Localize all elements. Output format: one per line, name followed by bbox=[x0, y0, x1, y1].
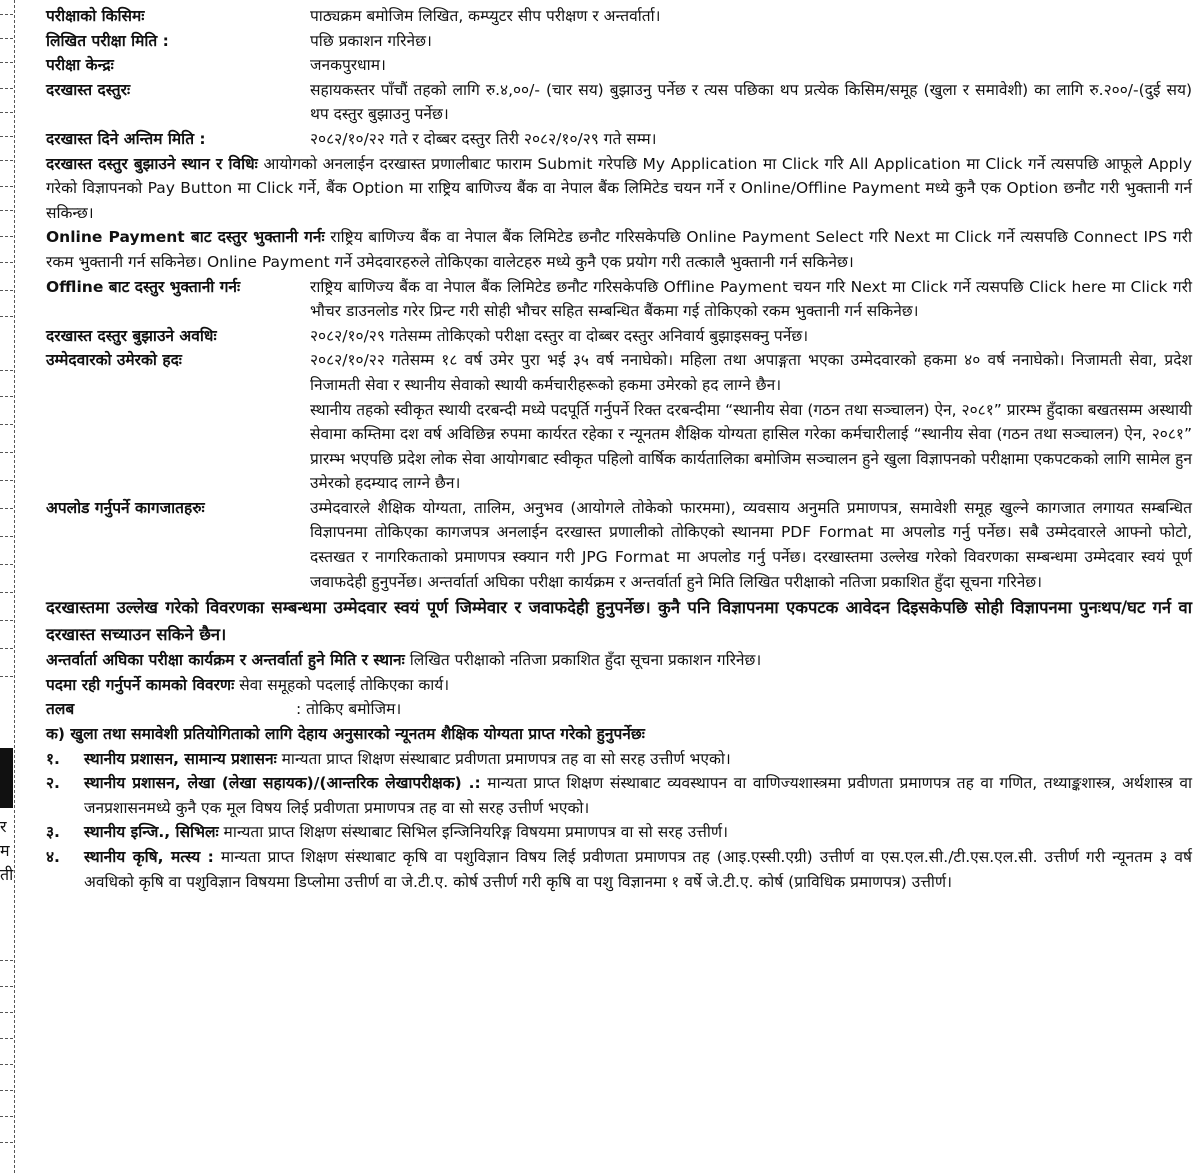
fee-method-paragraph bbox=[46, 152, 1192, 226]
item-text bbox=[84, 771, 1192, 820]
item-body: मान्यता प्राप्त शिक्षण संस्थाबाट कृषि वा पशुविज्ञान विषय लिई प्रवीणता प्रमाणपत्र तह (आइ.एस्सी.एग्री) उत्तीर्ण वा एस.एल.सी./टी.एस.एल.सी. उत्तीर्ण गरी न्यूनतम ३ वर्ष अवधिको कृषि वा पशुविज्ञान विषयमा डिप्लोमा उत्तीर्ण वा जे.टी.ए. कोर्ष उत्तीर्ण गरी कृषि वा पशु विज्ञानमा १ वर्षे जे.टी.ए. कोर्ष (प्राविधिक प्रमाणपत्र) उत्तीर्ण। bbox=[84, 848, 1193, 891]
strip-line bbox=[0, 452, 13, 453]
strip-line bbox=[0, 38, 13, 39]
interview-label: अन्तर्वार्ता अघिका परीक्षा कार्यक्रम र अन्तर्वार्ता हुने मिति र स्थानः bbox=[46, 651, 405, 670]
item-label: स्थानीय प्रशासन, लेखा (लेखा सहायक)/(आन्तरिक लेखापरीक्षक) .: bbox=[84, 774, 481, 793]
item-text bbox=[84, 820, 1192, 845]
row-label: दरखास्त दस्तुर बुझाउने अवधिः bbox=[46, 326, 217, 345]
strip-line bbox=[0, 536, 13, 537]
strip-line bbox=[0, 1090, 13, 1091]
strip-char: म bbox=[0, 841, 10, 860]
strip-line bbox=[0, 370, 13, 371]
strip-line bbox=[0, 160, 13, 161]
row-value: राष्ट्रिय बाणिज्य बैंक वा नेपाल बैंक लिमिटेड छनौट गरिसकेपछि Offline Payment चयन गरि Next मा Click गर्ने त्यसपछि Click here मा Click गरी भौचर डाउनलोड गरेर प्रिन्ट गरी सोही भौचर सहित सम्बन्धित बैंकमा गई तोकिएको रकम भुक्तानी गर्न सकिनेछ। bbox=[310, 277, 1192, 321]
notice-document bbox=[46, 4, 1192, 894]
strip-line bbox=[0, 1142, 13, 1143]
interview-paragraph bbox=[46, 648, 1192, 673]
qualification-item bbox=[46, 820, 1192, 845]
item-text bbox=[84, 747, 1192, 772]
row-value: पाठ्यक्रम बमोजिम लिखित, कम्प्युटर सीप परीक्षण र अन्तर्वार्ता। bbox=[310, 7, 661, 25]
qualification-heading: क) खुला तथा समावेशी प्रतियोगिताको लागि देहाय अनुसारको न्यूनतम शैक्षिक योग्यता प्राप्त गरेको हुनुपर्नेछः bbox=[46, 725, 645, 744]
item-number: ४. bbox=[46, 848, 60, 866]
qualification-item bbox=[46, 845, 1192, 894]
row-label: उम्मेदवारको उमेरको हदः bbox=[46, 351, 182, 370]
age-limit-text-1: २०८२/१०/२२ गतेसम्म १८ वर्ष उमेर पुरा भई ३५ वर्ष ननाघेको। महिला तथा अपाङ्गता भएका उम्मेदवारको हकमा ४० वर्ष ननाघेको। निजामती सेवा, प्रदेश निजामती सेवा र स्थानीय सेवाको स्थायी कर्मचारीहरूको हकमा उमेरको हद लाग्ने छैन। bbox=[310, 351, 1192, 394]
strip-line bbox=[0, 986, 13, 987]
item-body: मान्यता प्राप्त शिक्षण संस्थाबाट व्यवस्थापन वा वाणिज्यशास्त्रमा प्रवीणता प्रमाणपत्र तह वा गणित, तथ्याङ्कशास्त्र, अर्थशास्त्र वा जनप्रशासनमध्ये कुनै एक मूल विषय लिई प्रवीणता प्रमाणपत्र तह वा सो सरह उत्तीर्ण भएको। bbox=[84, 774, 1192, 817]
strip-line bbox=[0, 236, 13, 237]
exam-center-row bbox=[46, 53, 1192, 78]
strip-char: ती bbox=[0, 865, 14, 884]
item-label: स्थानीय इन्जि., सिभिलः bbox=[84, 823, 219, 842]
row-value: २०८२/१०/२२ गते र दोब्बर दस्तुर तिरी २०८२/१०/२९ गते सम्म। bbox=[310, 129, 657, 148]
strip-line bbox=[0, 508, 13, 509]
salary-row bbox=[46, 697, 1192, 722]
salary-text: : तोकिए बमोजिम। bbox=[296, 700, 402, 719]
strip-line bbox=[0, 14, 13, 15]
item-number: १. bbox=[46, 749, 60, 768]
strip-line bbox=[0, 424, 13, 425]
strip-line bbox=[0, 1064, 13, 1065]
fee-method-text: आयोगको अनलाईन दरखास्त प्रणालीबाट फाराम Submit गरेपछि My Application मा Click गरि All Application मा Click गर्ने त्यसपछि आफूले Apply गरेको विज्ञापनको Pay Button मा Click गर्ने, बैंक Option मा राष्ट्रिय बाणिज्य बैंक वा नेपाल बैंक लिमिटेड चयन गर्ने र Online/Offline Payment मध्ये कुनै एक Option छनौट गरी भुक्तानी गर्न सकिन्छ। bbox=[46, 154, 1192, 222]
adjacent-page-edge bbox=[0, 0, 15, 1173]
strip-line bbox=[0, 592, 13, 593]
written-exam-date-row bbox=[46, 29, 1192, 54]
row-value bbox=[310, 348, 1192, 496]
strip-line bbox=[0, 1012, 13, 1013]
interview-text: लिखित परीक्षाको नतिजा प्रकाशित हुँदा सूचना प्रकाशन गरिनेछ। bbox=[409, 651, 762, 670]
row-value: उम्मेदवारले शैक्षिक योग्यता, तालिम, अनुभव (आयोगले तोकेको फारममा), व्यवसाय अनुमति प्रमाणपत्र, समावेशी समूह खुल्ने कागजात लगायत सम्बन्धित विज्ञापनमा तोकिएका कागजपत्र अनलाईन दरखास्त प्रणालीको तोकिएको स्थानमा PDF Format मा अपलोड गर्नु पर्नेछ। सबै उम्मेदवारले आफ्नो फोटो, दस्तखत र नागरिकताको प्रमाणपत्र स्क्यान गरी JPG Format मा अपलोड गर्नु पर्नेछ। दरखास्तमा उल्लेख गरेको विवरणका सम्बन्धमा उम्मेदवार स्वयं पूर्ण जवाफदेही हुनुपर्नेछ। अन्तर्वार्ता अघिका परीक्षा कार्यक्रम र अन्तर्वार्ता हुने मिति लिखित परीक्षाको नतिजा प्रकाशित हुँदा सूचना गरिनेछ। bbox=[310, 498, 1192, 591]
item-number: ३. bbox=[46, 823, 60, 842]
item-label: स्थानीय कृषि, मत्स्य : bbox=[84, 848, 214, 866]
offline-payment-row bbox=[46, 275, 1192, 324]
exam-type-row bbox=[46, 4, 1192, 29]
strip-char: र bbox=[0, 817, 7, 836]
row-value: पछि प्रकाशन गरिनेछ। bbox=[310, 31, 432, 50]
strip-line bbox=[0, 396, 13, 397]
salary-label: तलब bbox=[46, 700, 75, 719]
online-payment-label: Online Payment बाट दस्तुर भुक्तानी गर्नः bbox=[46, 228, 325, 247]
fee-deadline-row bbox=[46, 324, 1192, 349]
qualification-item bbox=[46, 747, 1192, 772]
strip-block bbox=[0, 748, 13, 808]
qualification-item bbox=[46, 771, 1192, 820]
row-label: लिखित परीक्षा मिति : bbox=[46, 31, 169, 50]
row-label: Offline बाट दस्तुर भुक्तानी गर्नः bbox=[46, 277, 241, 296]
row-label: दरखास्त दिने अन्तिम मिति : bbox=[46, 129, 206, 148]
upload-docs-row bbox=[46, 496, 1192, 594]
strip-line bbox=[0, 186, 13, 187]
item-body: मान्यता प्राप्त शिक्षण संस्थाबाट सिभिल इन्जिनियरिङ्ग विषयमा प्रमाणपत्र वा सो सरह उत्तीर्ण। bbox=[223, 823, 728, 842]
age-limit-row bbox=[46, 348, 1192, 496]
row-label: अपलोड गर्नुपर्ने कागजातहरुः bbox=[46, 498, 205, 517]
strip-line bbox=[0, 290, 13, 291]
strip-line bbox=[0, 620, 13, 621]
age-limit-text-2: स्थानीय तहको स्वीकृत स्थायी दरबन्दी मध्ये पदपूर्ति गर्नुपर्ने रिक्त दरबन्दीमा “स्थानीय सेवा (गठन तथा सञ्चालन) ऐन, २०८१” प्रारम्भ हुँदाका बखतसम्म अस्थायी सेवामा कम्तिमा दश वर्ष अविछिन्न रुपमा कार्यरत रहेका र न्यूनतम शैक्षिक योग्यता हासिल गरेका कर्मचारीलाई “स्थानीय सेवा (गठन तथा सञ्चालन) ऐन, २०८१” प्रारम्भ भएपछि प्रदेश लोक सेवा आयोगबाट स्वीकृत पहिलो वार्षिक कार्यतालिका बमोजिम सञ्चालन हुने खुला विज्ञापनको परीक्षामा एकपटकको लागि सामेल हुन उमेरको हदम्याद लाग्ने छैन। bbox=[310, 400, 1192, 493]
strip-line bbox=[0, 62, 13, 63]
strip-line bbox=[0, 1116, 13, 1117]
strip-line bbox=[0, 564, 13, 565]
strip-line bbox=[0, 1038, 13, 1039]
duties-label: पदमा रही गर्नुपर्ने कामको विवरणः bbox=[46, 675, 235, 694]
row-value: २०८२/१०/२९ गतेसम्म तोकिएको परीक्षा दस्तुर वा दोब्बर दस्तुर अनिवार्य बुझाइसक्नु पर्नेछ। bbox=[310, 326, 809, 345]
strip-line bbox=[0, 676, 13, 677]
online-payment-text: राष्ट्रिय बाणिज्य बैंक वा नेपाल बैंक लिमिटेड छनौट गरिसकेपछि Online Payment Select गरि Next मा Click गर्ने त्यसपछि Connect IPS गरी रकम भुक्तानी गर्न सकिनेछ। Online Payment गर्ने उमेदवारहरुले तोकिएका वालेटहरु मध्ये कुनै एक प्रयोग गरी तत्कालै भुक्तानी गर्न सकिनेछ। bbox=[46, 228, 1192, 271]
online-payment-paragraph bbox=[46, 225, 1192, 274]
strip-line bbox=[0, 112, 13, 113]
row-label: परीक्षा केन्द्रः bbox=[46, 56, 114, 75]
strip-line bbox=[0, 960, 13, 961]
strip-line bbox=[0, 316, 13, 317]
application-fee-row bbox=[46, 78, 1192, 127]
strip-line bbox=[0, 88, 13, 89]
item-body: मान्यता प्राप्त शिक्षण संस्थाबाट प्रवीणता प्रमाणपत्र तह वा सो सरह उत्तीर्ण भएको। bbox=[281, 749, 731, 768]
fee-method-label: दरखास्त दस्तुर बुझाउने स्थान र विधिः bbox=[46, 154, 258, 173]
strip-line bbox=[0, 480, 13, 481]
item-text bbox=[84, 845, 1192, 894]
responsibility-notice: दरखास्तमा उल्लेख गरेको विवरणका सम्बन्धमा उम्मेदवार स्वयं पूर्ण जिम्मेवार र जवाफदेही हुनुपर्नेछ। कुनै पनि विज्ञापनमा एकपटक आवेदन दिइसकेपछि सोही विज्ञापनमा पुनःथप/घट गर्न वा दरखास्त सच्याउन सकिने छैन। bbox=[46, 598, 1192, 645]
item-label: स्थानीय प्रशासन, सामान्य प्रशासनः bbox=[84, 749, 277, 768]
strip-line bbox=[0, 648, 13, 649]
row-label: परीक्षाको किसिमः bbox=[46, 7, 145, 25]
duties-paragraph bbox=[46, 673, 1192, 698]
strip-line bbox=[0, 136, 13, 137]
duties-text: सेवा समूहको पदलाई तोकिएका कार्य। bbox=[239, 675, 450, 694]
strip-line bbox=[0, 210, 13, 211]
strip-line bbox=[0, 262, 13, 263]
row-value: जनकपुरधाम। bbox=[310, 56, 386, 75]
deadline-row bbox=[46, 127, 1192, 152]
item-number: २. bbox=[46, 774, 60, 793]
row-value: सहायकस्तर पाँचौं तहको लागि रु.४,००/- (चार सय) बुझाउनु पर्नेछ र त्यस पछिका थप प्रत्येक किसिम/समूह (खुला र समावेशी) का लागि रु.२००/-(दुई सय) थप दस्तुर बुझाउनु पर्नेछ। bbox=[310, 80, 1192, 124]
row-label: दरखास्त दस्तुरः bbox=[46, 80, 131, 99]
